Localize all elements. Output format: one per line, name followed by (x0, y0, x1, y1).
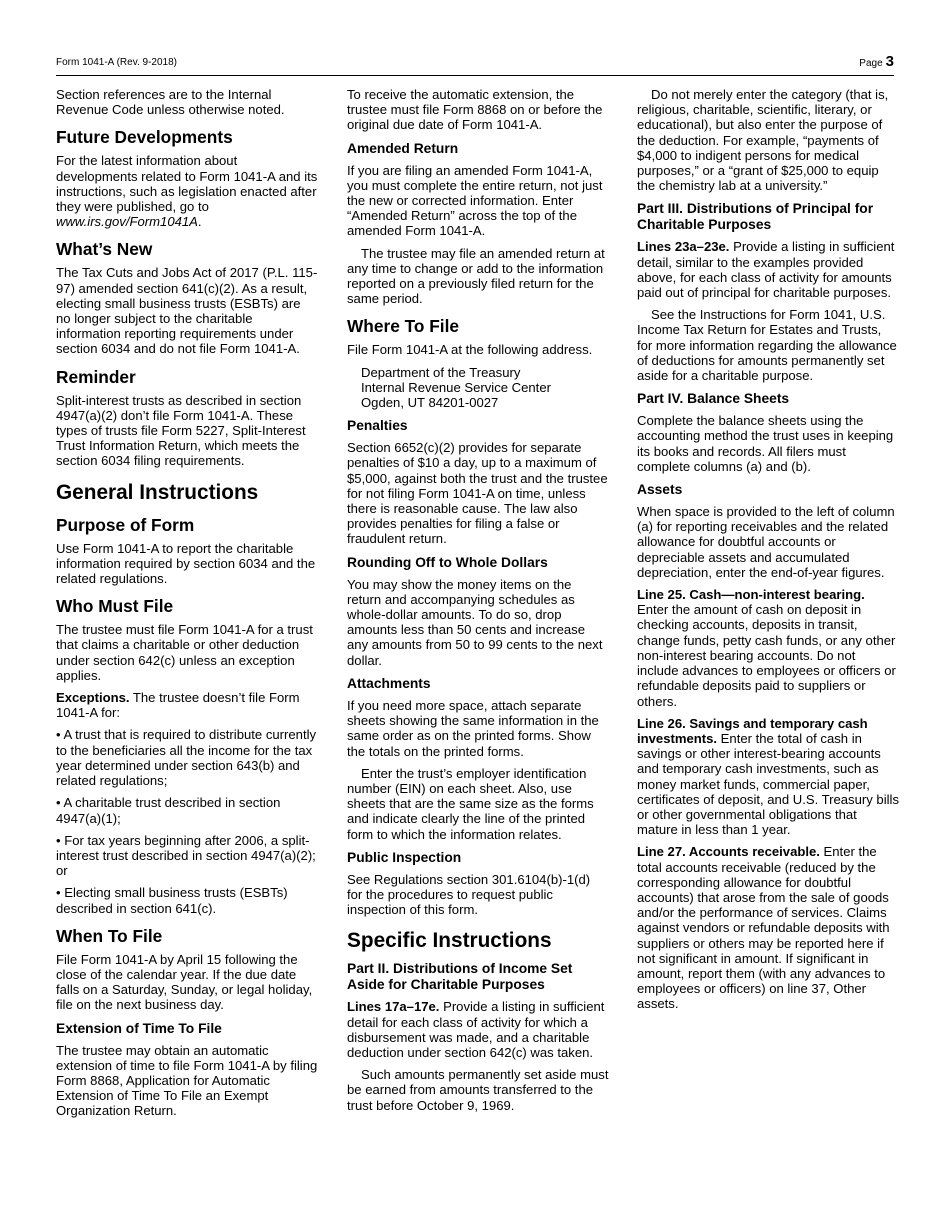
specific-instructions-heading: Specific Instructions (347, 929, 552, 953)
where-to-file-text: File Form 1041-A at the following address. (347, 342, 593, 358)
line25-lead: Line 25. Cash—non-interest bearing. (637, 587, 865, 603)
extension-heading: Extension of Time To File (56, 1020, 222, 1036)
exceptions-paragraph (56, 690, 318, 720)
column-1 (56, 87, 318, 1126)
line27-paragraph (637, 844, 899, 1011)
amended-return-heading: Amended Return (347, 140, 459, 156)
amended-return-text-1: If you are filing an amended Form 1041-A, you must complete the entire return, not just the new or corrected information. Enter “Amended Return” across the top of the amended Form 1041-A. (347, 162, 603, 239)
whats-new-text: The Tax Cuts and Jobs Act of 2017 (P.L. 115-97) amended section 641(c)(2). As a result, electing small business trusts (ESBTs) are no longer subject to the charitable information reporting requirements under section 6034 and do not file Form 1041-A. (56, 265, 318, 357)
bullet-item: • For tax years beginning after 2006, a split-interest trust described in section 4947(a)(2); or (56, 832, 316, 879)
bullet-item: • A charitable trust described in section 4947(a)(1); (56, 795, 281, 826)
purpose-text: Use Form 1041-A to report the charitable information required by section 6034 and the related regulations. (56, 540, 316, 587)
part4-text: Complete the balance sheets using the accounting method the trust uses in keeping its books and records. All filers must complete columns (a) and (b). (637, 413, 894, 474)
exceptions-text: The trustee doesn’t file Form 1041-A for: (56, 690, 300, 721)
part2-heading: Part II. Distributions of Income Set Aside for Charitable Purposes (347, 961, 573, 993)
assets-text: When space is provided to the left of column (a) for reporting receivables and the related allowance for doubtful accounts or depreciable assets and accumulated depreciation, enter the end-of-year figures. (637, 504, 895, 580)
attachments-heading: Attachments (347, 675, 431, 691)
reminder-heading: Reminder (56, 366, 136, 387)
lines23-paragraph (637, 239, 899, 300)
attachments-text-1: If you need more space, attach separate sheets showing the same information in the same order as on the printed forms. Show the totals on the printed forms. (347, 697, 599, 759)
page-label: Page (859, 58, 883, 69)
public-inspection-text: See Regulations section 301.6104(b)-1(d) for the procedures to request public inspection of this form. (347, 871, 591, 918)
penalties-text: Section 6652(c)(2) provides for separate penalties of $10 a day, up to a maximum of $5,000, against both the trust and the trustee for not filing Form 1041-A on time, unless there is reasonable cause. The law also provides penalties for filing a false or fraudulent return. (347, 440, 608, 547)
line26-paragraph (637, 716, 899, 838)
page-indicator (859, 53, 894, 70)
who-must-file-text: The trustee must file Form 1041-A for a trust that claims a charitable or other deduction under section 642(c) unless an exception applies. (56, 622, 313, 683)
attachments-text-2: Enter the trust’s employer identification number (EIN) on each sheet. Also, use sheets that are the same size as the forms and indicate clearly the line of the printed form to which the information relates. (347, 765, 594, 842)
form-label: Form 1041-A (Rev. 9-2018) (56, 57, 177, 68)
amended-return-text-2: The trustee may file an amended return at any time to change or add to the information reported on a previously filed return for the same period. (347, 245, 605, 307)
page-number: 3 (885, 53, 894, 70)
address-line: Internal Revenue Service Center (361, 379, 551, 395)
line26-text: Enter the total of cash in savings or other interest-bearing accounts and temporary cash investments, such as money market funds, commercial paper, certificates of deposit, and U.S. Treasury bills or other governmental obligations that mature in less than 1 year. (637, 730, 899, 838)
line27-lead: Line 27. Accounts receivable. (637, 844, 820, 860)
extension-continued-text: To receive the automatic extension, the trustee must file Form 8868 on or before the original due date of Form 1041-A. (347, 87, 603, 133)
who-must-file-heading: Who Must File (56, 596, 174, 617)
mailing-address (347, 365, 609, 411)
rounding-text: You may show the money items on the return and accompanying schedules as whole-dollar amounts. To do so, drop amounts less than 50 cents and increase any amounts from 50 to 99 cents to the next dollar. (347, 576, 603, 668)
future-developments-heading: Future Developments (56, 127, 233, 148)
column-2 (347, 87, 609, 1120)
assets-heading: Assets (637, 482, 683, 498)
extension-text: The trustee may obtain an automatic extension of time to file Form 1041-A by filing Form 8868, Application for Automatic Extension of Time To File an Exempt Organization Return. (56, 1042, 318, 1119)
line27-text: Enter the total accounts receivable (reduced by the corresponding allowance for doubtful accounts) that arose from the sale of goods and/or the performance of services. Claims against vendors or refundable deposits with suppliers or others may be reported here if not significant in amount. If significant in amount, report them (with any advances to employees or officers) on line 37, Other assets. (637, 844, 890, 1012)
public-inspection-heading: Public Inspection (347, 849, 462, 865)
line25-paragraph (637, 587, 899, 709)
lines23-lead: Lines 23a–23e. (637, 239, 730, 255)
see-instructions-text: See the Instructions for Form 1041, U.S. Income Tax Return for Estates and Trusts, for more information regarding the allowance of deductions for amounts permanently set aside for a charitable purpose. (637, 307, 897, 384)
purpose-heading: Purpose of Form (56, 514, 195, 535)
lines17-paragraph (347, 999, 609, 1060)
when-to-file-heading: When To File (56, 925, 163, 946)
address-line: Department of the Treasury (361, 364, 521, 380)
intro-text: Section references are to the Internal Revenue Code unless otherwise noted. (56, 87, 285, 118)
category-text: Do not merely enter the category (that is, religious, charitable, scientific, literary, or educational), but also enter the purpose of the deduction. For example, “payments of $4,000 to indigent persons for medical purposes,” or a “grant of $25,000 to equip the chemistry lab at a university.” (637, 87, 889, 194)
line25-text: Enter the amount of cash on deposit in checking accounts, deposits in transit, change funds, petty cash funds, or any other non-interest bearing accounts. Do not include advances to employees or officers or refundable deposits paid to suppliers or others. (637, 602, 896, 709)
exceptions-lead: Exceptions. (56, 690, 130, 706)
page-header (56, 55, 894, 76)
bullet-item: • Electing small business trusts (ESBTs) described in section 641(c). (56, 885, 288, 916)
where-to-file-heading: Where To File (347, 316, 460, 337)
column-3 (637, 87, 899, 1019)
general-instructions-heading: General Instructions (56, 480, 259, 504)
irs-link[interactable]: www.irs.gov/Form1041A (56, 214, 198, 230)
lines17-text: Provide a listing in sufficient detail for each class of activity for which a disbursement was made, and a charitable deduction under section 642(c) was taken. (347, 999, 605, 1060)
whats-new-heading: What’s New (56, 239, 153, 260)
penalties-heading: Penalties (347, 418, 408, 434)
rounding-heading: Rounding Off to Whole Dollars (347, 554, 548, 570)
reminder-text: Split-interest trusts as described in section 4947(a)(2) don’t file Form 1041-A. These types of trusts file Form 5227, Split-Interest Trust Information Return, which meets the section 6034 filing requirements. (56, 392, 306, 469)
when-to-file-text: File Form 1041-A by April 15 following the close of the calendar year. If the due date falls on a Saturday, Sunday, or legal holiday, file on the next business day. (56, 951, 313, 1013)
lines23-text: Provide a listing in sufficient detail, similar to the examples provided above, for each class of activity for amounts paid out of principal for charitable purposes. (637, 239, 895, 301)
address-line: Ogden, UT 84201-0027 (361, 395, 499, 411)
future-text-body: For the latest information about developments related to Form 1041-A and its instructions, such as legislation enacted after they were published, go to (56, 153, 318, 215)
set-aside-text: Such amounts permanently set aside must be earned from amounts transferred to the trust before October 9, 1969. (347, 1067, 609, 1113)
lines17-lead: Lines 17a–17e. (347, 999, 440, 1015)
part3-heading: Part III. Distributions of Principal for Charitable Purposes (637, 201, 874, 233)
bullet-item: • A trust that is required to distribute currently to the beneficiaries all the income for the tax year determined under section 643(b) and related regulations; (56, 727, 317, 789)
line26-lead: Line 26. Savings and temporary cash investments. (637, 715, 868, 746)
part4-heading: Part IV. Balance Sheets (637, 391, 790, 407)
future-developments-text: For the latest information about developments related to Form 1041-A and its instructions, such as legislation enacted after they were published, go to www.irs.gov/Form1041A. (56, 153, 318, 230)
